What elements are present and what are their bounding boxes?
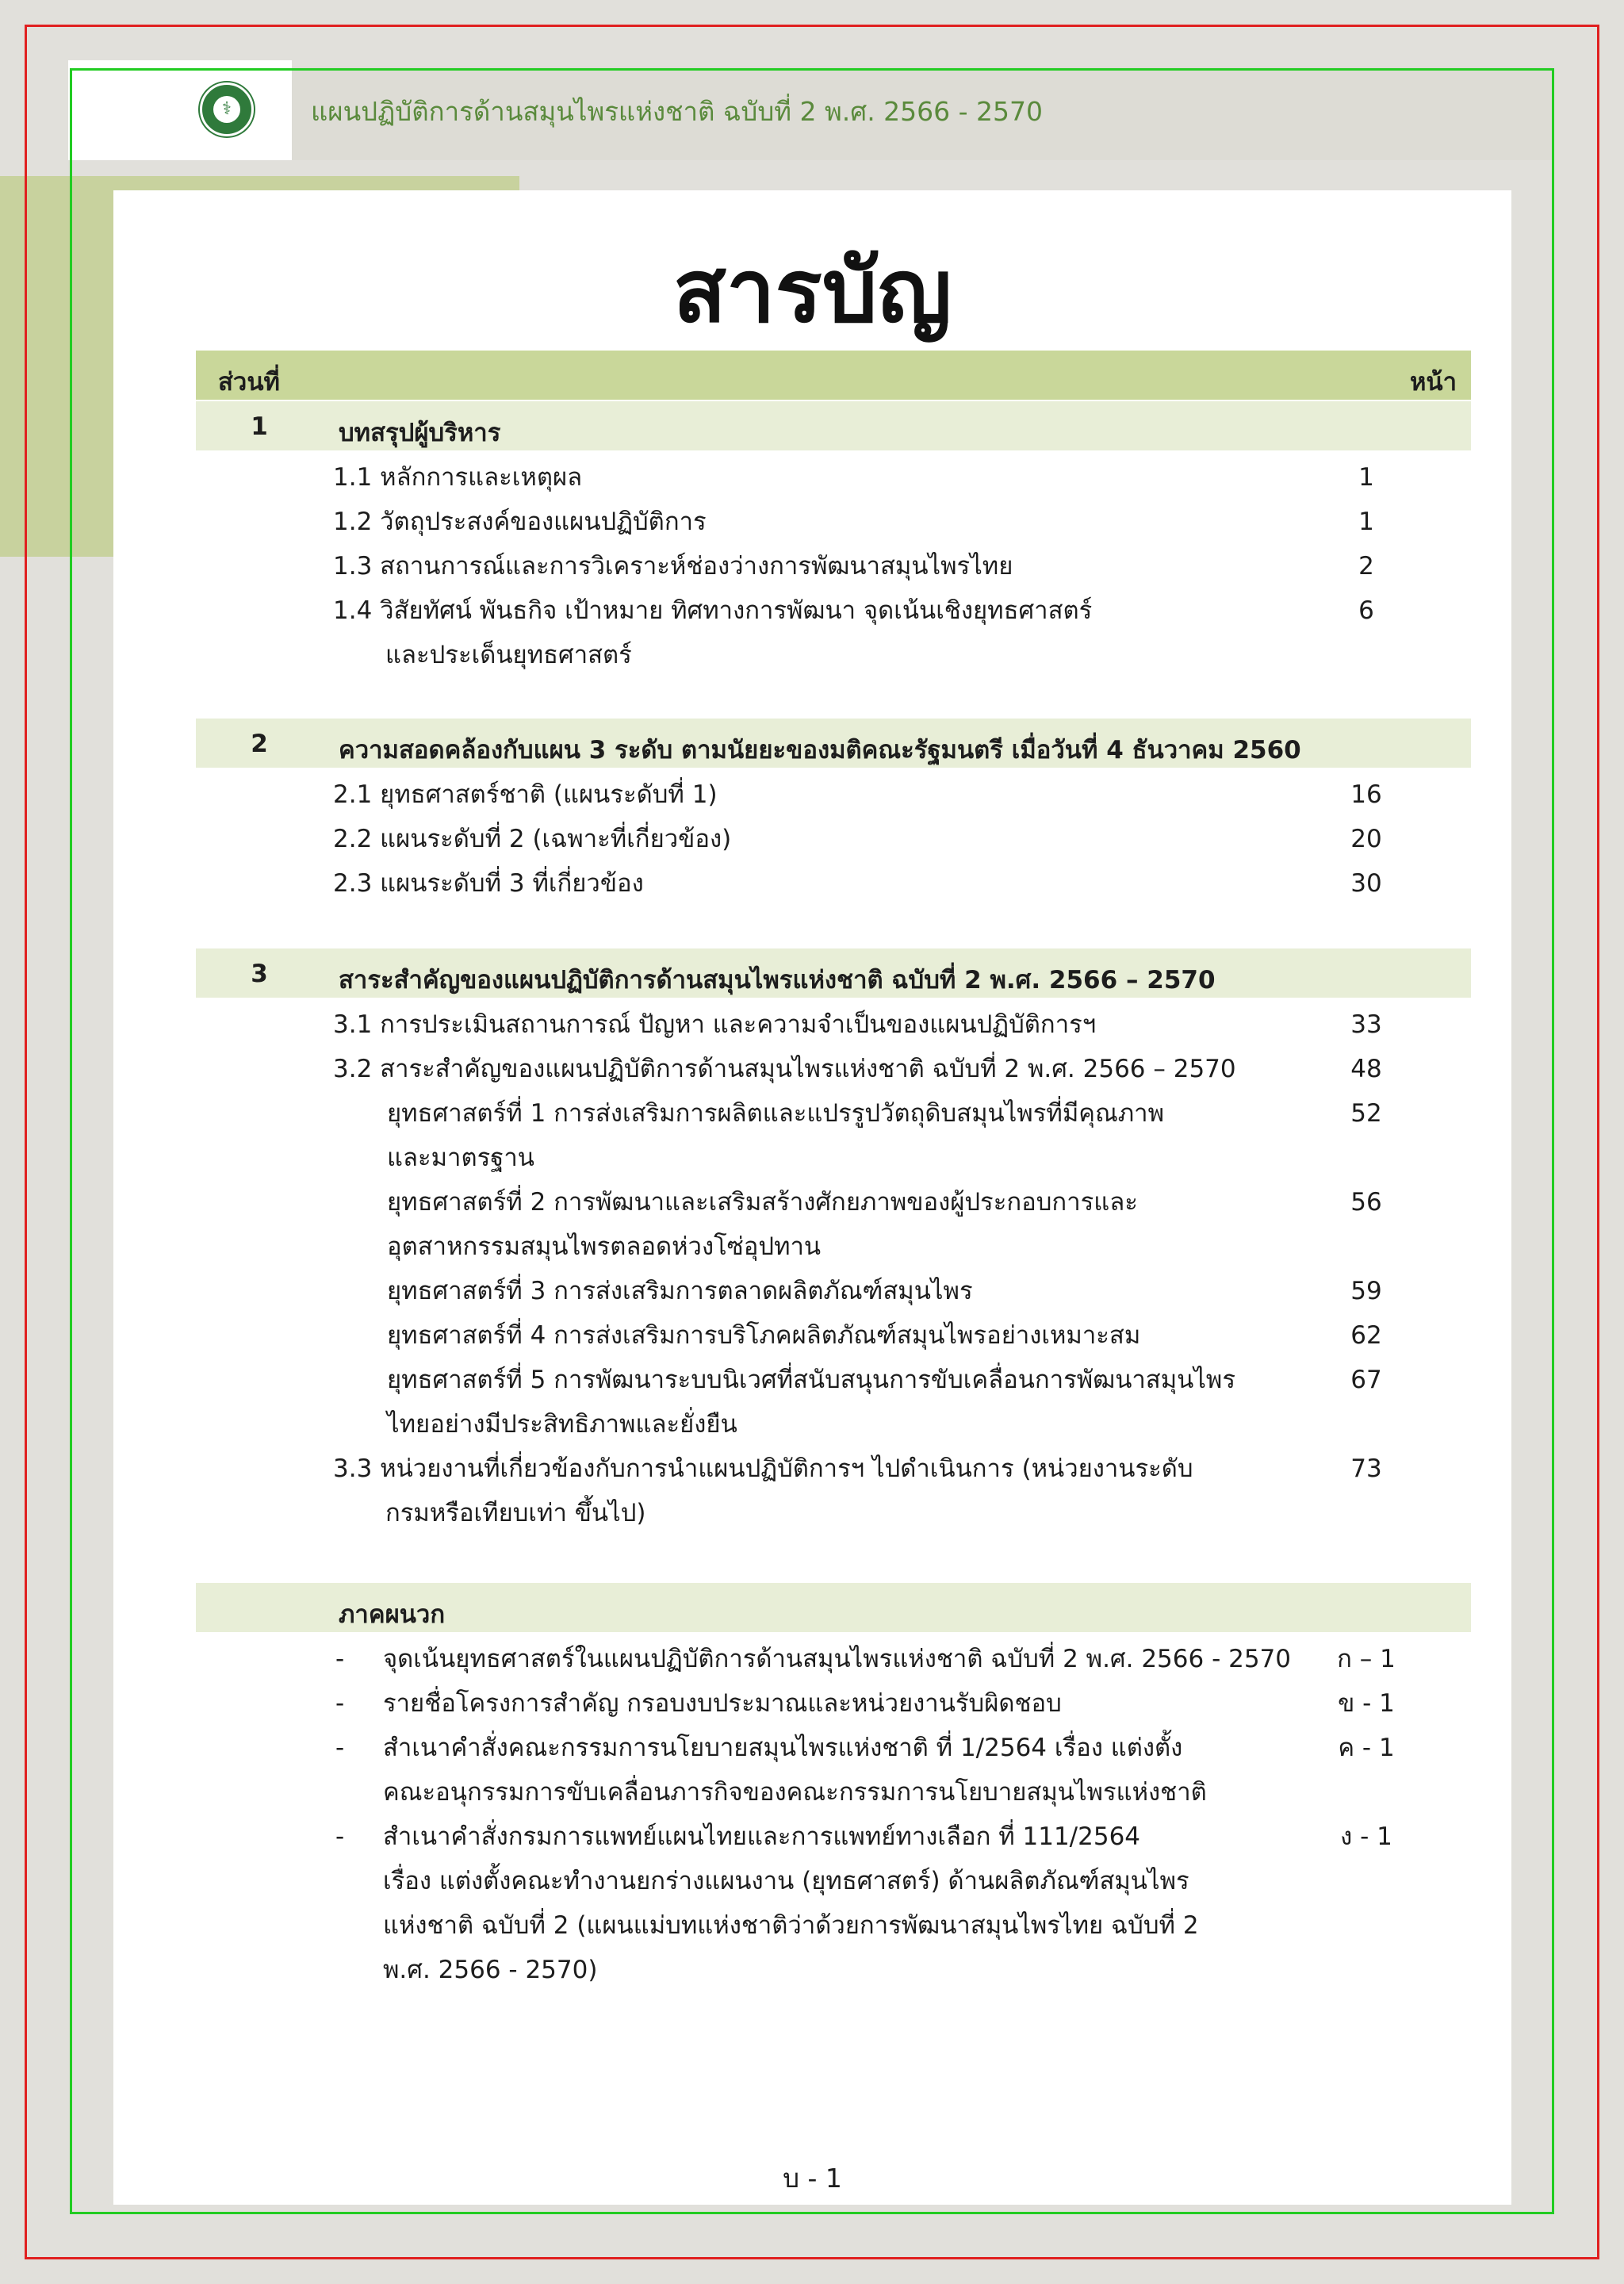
toc-entry-text: 1.1 หลักการและเหตุผล (333, 463, 583, 492)
section-title: สาระสำคัญของแผนปฏิบัติการด้านสมุนไพรแห่งชาติ ฉบับที่ 2 พ.ศ. 2566 – 2570 (339, 966, 1216, 994)
toc-entry-page: 1 (1358, 463, 1374, 492)
toc-entry-text: 2.3 แผนระดับที่ 3 ที่เกี่ยวข้อง (333, 869, 644, 898)
toc-entry-continuation: อุตสาหกรรมสมุนไพรตลอดห่วงโซ่อุปทาน (387, 1232, 822, 1261)
section-number: 1 (251, 412, 268, 441)
toc-entry-text: 1.2 วัตถุประสงค์ของแผนปฏิบัติการ (333, 508, 707, 536)
toc-entry-page: 67 (1350, 1366, 1382, 1394)
toc-entry-continuation: แห่งชาติ ฉบับที่ 2 (แผนแม่บทแห่งชาติว่าด้วยการพัฒนาสมุนไพรไทย ฉบับที่ 2 (383, 1911, 1199, 1940)
toc-entry-page: ค - 1 (1338, 1734, 1395, 1762)
toc-entry-page: 73 (1350, 1454, 1382, 1483)
toc-entry-text: รายชื่อโครงการสำคัญ กรอบงบประมาณและหน่วยงานรับผิดชอบ (383, 1689, 1062, 1718)
toc-entry-page: 16 (1350, 780, 1382, 809)
section-title: ภาคผนวก (339, 1600, 446, 1629)
toc-entry-continuation: พ.ศ. 2566 - 2570) (383, 1956, 598, 1984)
toc-entry-page: 20 (1350, 825, 1382, 853)
col-page-header: หน้า (1409, 368, 1457, 397)
toc-entry-page: 33 (1350, 1010, 1382, 1039)
toc-entry-text: 2.2 แผนระดับที่ 2 (เฉพาะที่เกี่ยวข้อง) (333, 825, 732, 853)
toc-entry-page: 30 (1350, 869, 1382, 898)
toc-entry-page: 52 (1350, 1099, 1382, 1128)
toc-entry-text: จุดเน้นยุทธศาสตร์ในแผนปฏิบัติการด้านสมุนไพรแห่งชาติ ฉบับที่ 2 พ.ศ. 2566 - 2570 (383, 1645, 1292, 1673)
toc-entry-page: ข - 1 (1338, 1689, 1395, 1718)
toc-entry-page: 56 (1350, 1188, 1382, 1217)
toc-entry-page: 48 (1350, 1055, 1382, 1083)
toc-entry-text: ยุทธศาสตร์ที่ 4 การส่งเสริมการบริโภคผลิตภัณฑ์สมุนไพรอย่างเหมาะสม (387, 1321, 1141, 1350)
toc-entry-continuation: และมาตรฐาน (387, 1144, 534, 1172)
inner-frame (70, 68, 1554, 2214)
toc-entry-text: 1.3 สถานการณ์และการวิเคราะห์ช่องว่างการพัฒนาสมุนไพรไทย (333, 552, 1013, 581)
col-section-header: ส่วนที่ (218, 368, 280, 397)
toc-entry-page: 1 (1358, 508, 1374, 536)
header-title: แผนปฏิบัติการด้านสมุนไพรแห่งชาติ ฉบับที่ 2 พ.ศ. 2566 - 2570 (311, 96, 1044, 127)
section-title: บทสรุปผู้บริหาร (339, 419, 501, 447)
toc-entry-text: ยุทธศาสตร์ที่ 1 การส่งเสริมการผลิตและแปรรูปวัตถุดิบสมุนไพรที่มีคุณภาพ (387, 1099, 1165, 1128)
toc-entry-page: 2 (1358, 552, 1374, 581)
page-title: สารบัญ (672, 240, 952, 342)
bullet-dash: - (335, 1734, 345, 1762)
bullet-dash: - (335, 1822, 345, 1851)
page-number: บ - 1 (783, 2163, 842, 2194)
toc-entry-continuation: และประเด็นยุทธศาสตร์ (385, 641, 632, 669)
toc-entry-page: 62 (1350, 1321, 1382, 1350)
section-number: 2 (251, 730, 268, 758)
bullet-dash: - (335, 1645, 345, 1673)
toc-entry-text: สำเนาคำสั่งกรมการแพทย์แผนไทยและการแพทย์ทางเลือก ที่ 111/2564 (383, 1822, 1141, 1851)
toc-entry-text: 3.2 สาระสำคัญของแผนปฏิบัติการด้านสมุนไพรแห่งชาติ ฉบับที่ 2 พ.ศ. 2566 – 2570 (333, 1055, 1236, 1083)
toc-entry-continuation: คณะอนุกรรมการขับเคลื่อนภารกิจของคณะกรรมการนโยบายสมุนไพรแห่งชาติ (383, 1778, 1207, 1807)
toc-entry-page: 59 (1350, 1277, 1382, 1305)
section-number: 3 (251, 960, 268, 988)
toc-entry-page: ง - 1 (1340, 1822, 1392, 1851)
toc-entry-text: สำเนาคำสั่งคณะกรรมการนโยบายสมุนไพรแห่งชาติ ที่ 1/2564 เรื่อง แต่งตั้ง (383, 1734, 1183, 1762)
toc-entry-text: 3.3 หน่วยงานที่เกี่ยวข้องกับการนำแผนปฏิบัติการฯ ไปดำเนินการ (หน่วยงานระดับ (333, 1454, 1193, 1483)
toc-entry-text: 3.1 การประเมินสถานการณ์ ปัญหา และความจำเป็นของแผนปฏิบัติการฯ (333, 1010, 1097, 1039)
bullet-dash: - (335, 1689, 345, 1718)
toc-entry-page: 6 (1358, 596, 1374, 625)
toc-entry-page: ก – 1 (1337, 1645, 1396, 1673)
toc-entry-text: 1.4 วิสัยทัศน์ พันธกิจ เป้าหมาย ทิศทางการพัฒนา จุดเน้นเชิงยุทธศาสตร์ (333, 596, 1093, 625)
toc-entry-text: 2.1 ยุทธศาสตร์ชาติ (แผนระดับที่ 1) (333, 780, 718, 809)
toc-entry-text: ยุทธศาสตร์ที่ 2 การพัฒนาและเสริมสร้างศักยภาพของผู้ประกอบการและ (387, 1188, 1138, 1217)
toc-entry-continuation: ไทยอย่างมีประสิทธิภาพและยั่งยืน (387, 1410, 737, 1439)
ministry-seal-icon: ⚕ (200, 82, 254, 136)
toc-entry-text: ยุทธศาสตร์ที่ 3 การส่งเสริมการตลาดผลิตภัณฑ์สมุนไพร (387, 1277, 973, 1305)
toc-entry-text: ยุทธศาสตร์ที่ 5 การพัฒนาระบบนิเวศที่สนับสนุนการขับเคลื่อนการพัฒนาสมุนไพร (387, 1366, 1236, 1394)
section-title: ความสอดคล้องกับแผน 3 ระดับ ตามนัยยะของมติคณะรัฐมนตรี เมื่อวันที่ 4 ธันวาคม 2560 (339, 736, 1301, 765)
toc-entry-continuation: กรมหรือเทียบเท่า ขึ้นไป) (385, 1499, 646, 1527)
toc-entry-continuation: เรื่อง แต่งตั้งคณะทำงานยกร่างแผนงาน (ยุทธศาสตร์) ด้านผลิตภัณฑ์สมุนไพร (383, 1867, 1189, 1895)
